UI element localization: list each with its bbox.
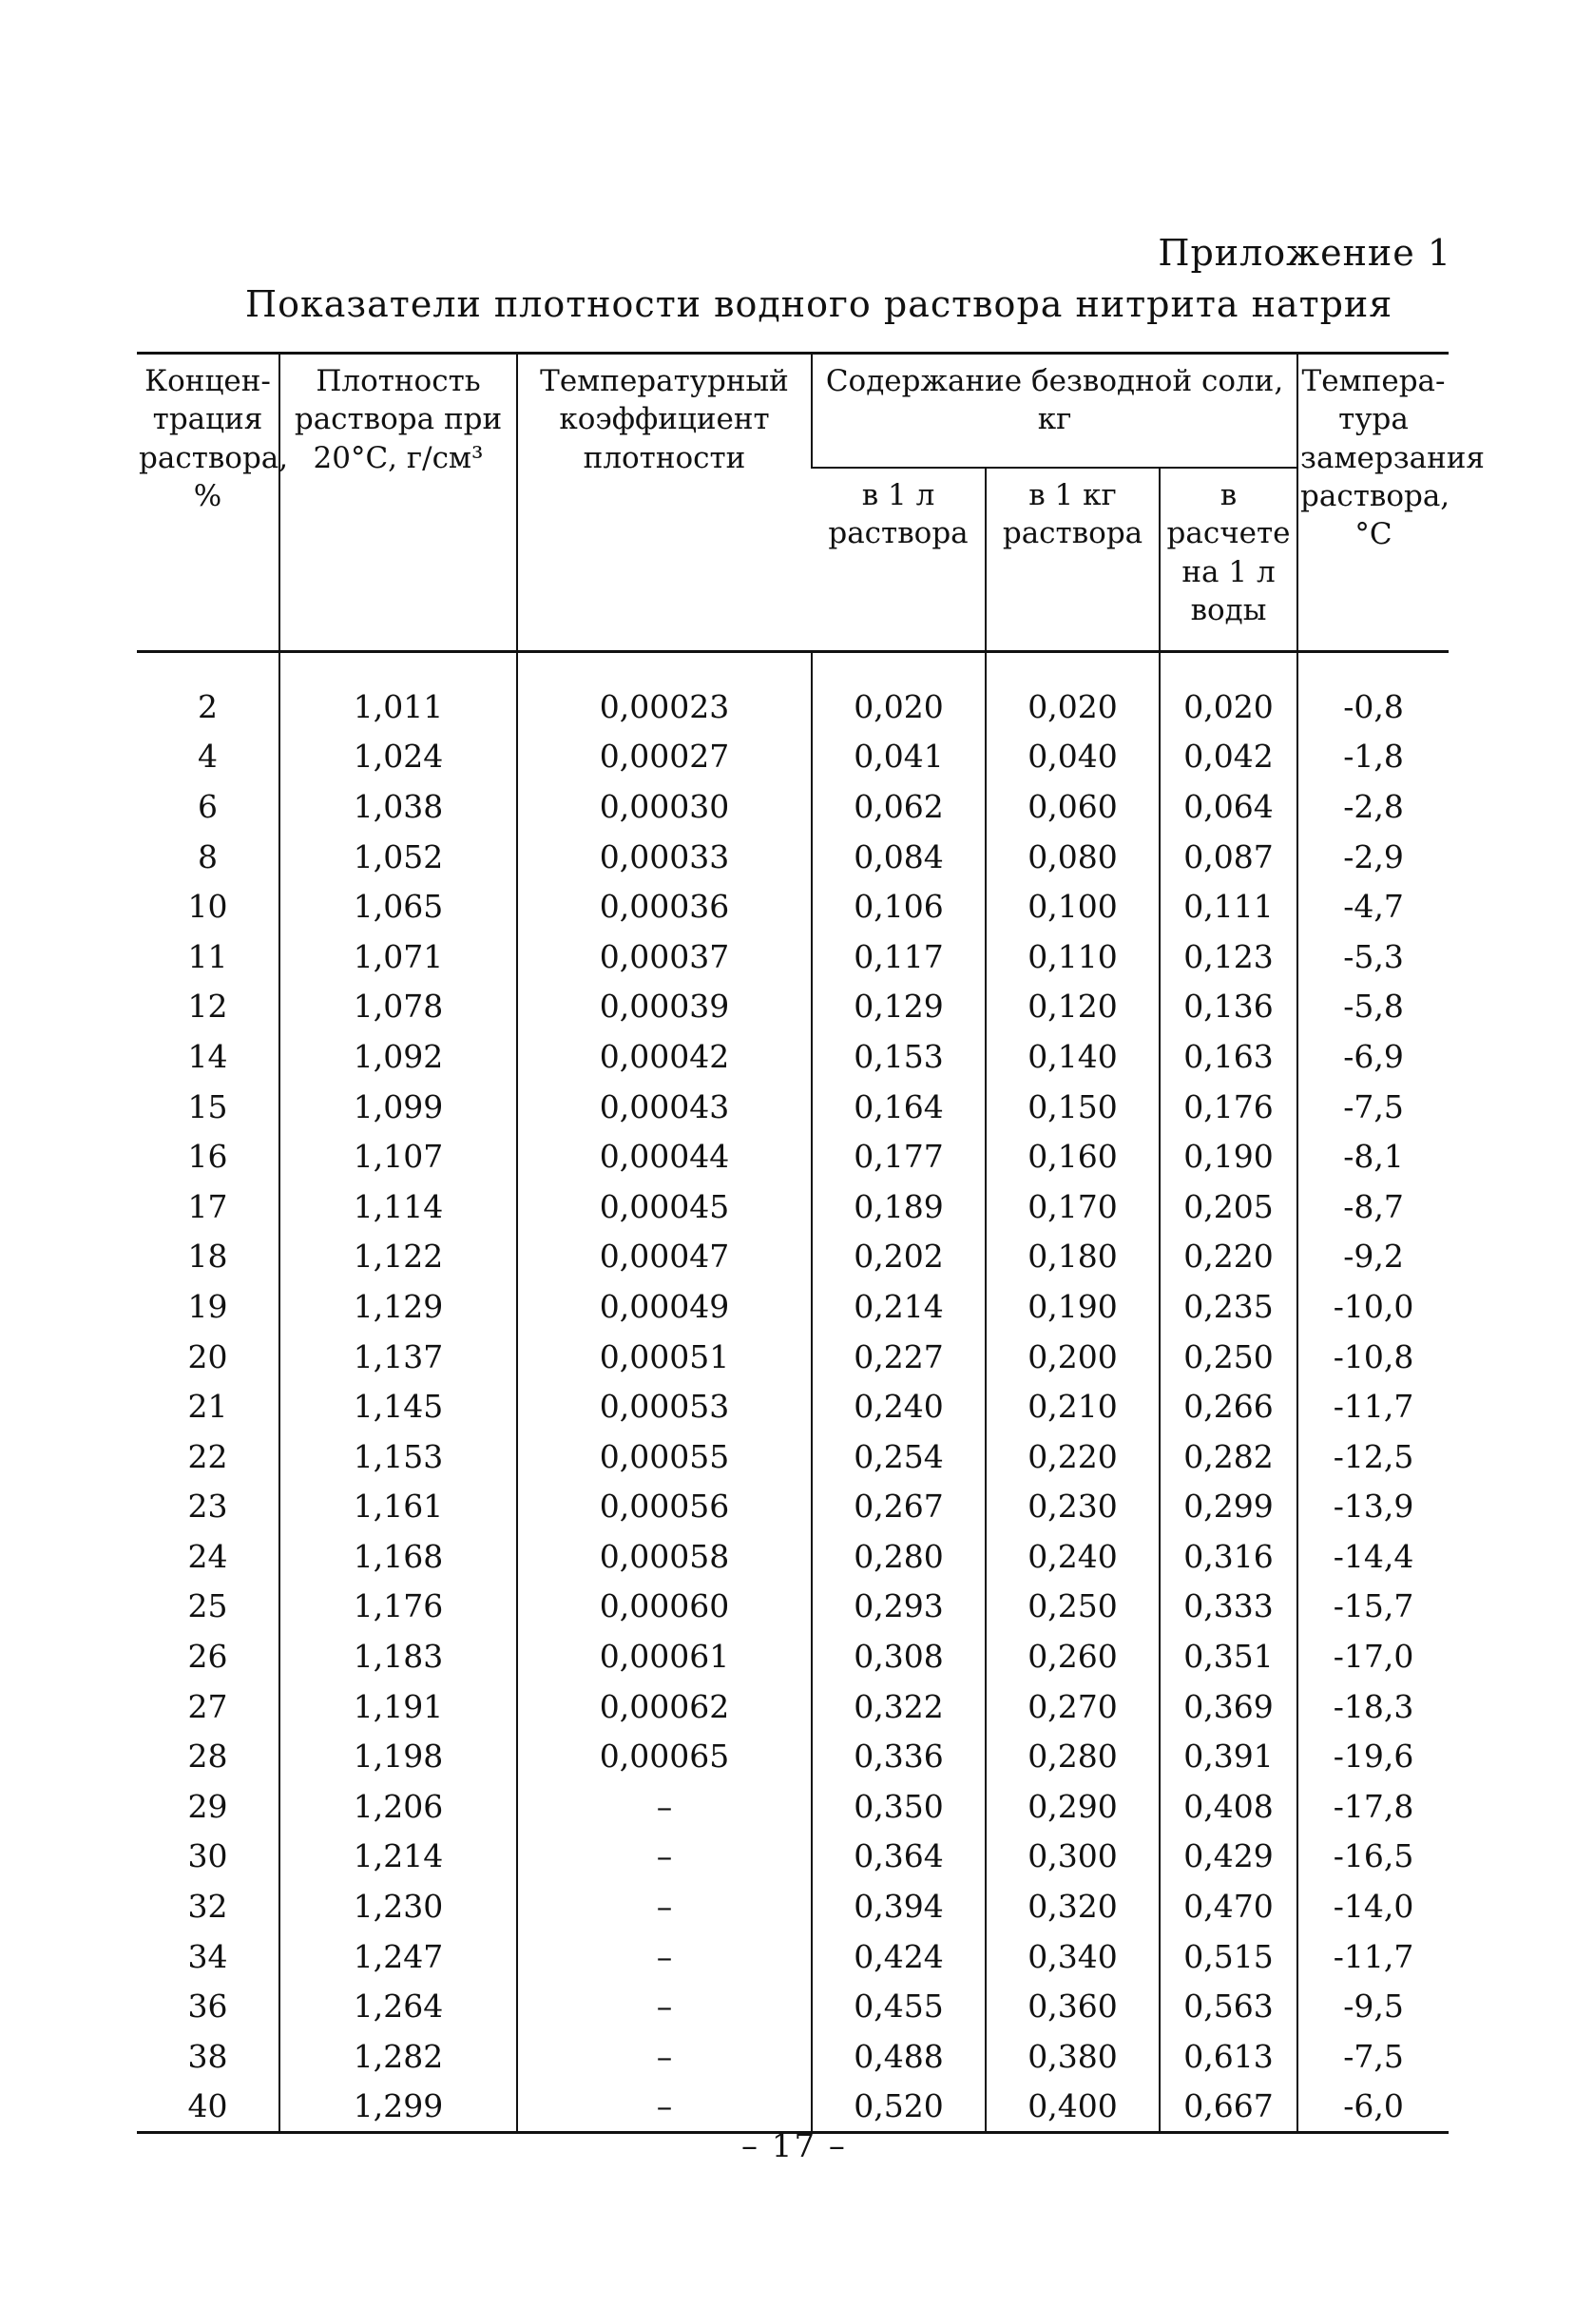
table-row (137, 881, 1449, 932)
cell-temp-coefficient: 0,00049 (517, 1281, 812, 1332)
cell-concentration: 22 (187, 1437, 228, 1475)
cell-per-1l-solution: 0,202 (812, 1232, 986, 1282)
cell-freezing-temp: -9,5 (1297, 1981, 1449, 2031)
cell-density: 1,038 (279, 781, 517, 832)
cell-concentration: 8 (198, 837, 218, 875)
header-concentration: Концен-трация раствора, % (137, 354, 279, 652)
table-row (137, 1431, 1449, 1482)
cell-concentration: 26 (187, 1638, 228, 1676)
cell-per-1l-water: 0,369 (1160, 1681, 1297, 1732)
cell-per-1kg-solution: 0,140 (986, 1031, 1160, 1082)
table-row (137, 1731, 1449, 1781)
cell-concentration: 34 (187, 1937, 228, 1975)
cell-concentration: 15 (187, 1087, 228, 1125)
cell-temp-coefficient: 0,00023 (517, 652, 812, 732)
cell-concentration: 2 (198, 687, 218, 725)
header-temp-coefficient: Температурный коэффициент плотности (517, 354, 812, 652)
cell-per-1kg-solution: 0,170 (986, 1181, 1160, 1232)
page-number: – 17 – (741, 2127, 847, 2165)
cell-per-1l-water: 0,351 (1160, 1631, 1297, 1681)
cell-freezing-temp: -11,7 (1297, 1931, 1449, 1982)
cell-per-1l-water: 0,470 (1160, 1881, 1297, 1931)
cell-per-1kg-solution: 0,400 (986, 2082, 1160, 2133)
cell-per-1l-water: 0,220 (1160, 1232, 1297, 1282)
cell-temp-coefficient: 0,00051 (517, 1332, 812, 1382)
cell-per-1l-water: 0,299 (1160, 1482, 1297, 1532)
cell-density: 1,024 (279, 732, 517, 782)
cell-per-1l-water: 0,282 (1160, 1431, 1297, 1482)
table-row (137, 1881, 1449, 1931)
table-row (137, 1181, 1449, 1232)
cell-per-1l-solution: 0,129 (812, 982, 986, 1032)
cell-per-1l-water: 0,020 (1160, 652, 1297, 732)
cell-temp-coefficient: 0,00042 (517, 1031, 812, 1082)
cell-freezing-temp: -7,5 (1297, 1082, 1449, 1132)
cell-temp-coefficient: 0,00033 (517, 832, 812, 882)
cell-freezing-temp: -1,8 (1297, 732, 1449, 782)
cell-per-1kg-solution: 0,120 (986, 982, 1160, 1032)
cell-per-1l-water: 0,176 (1160, 1082, 1297, 1132)
cell-freezing-temp: -6,0 (1297, 2082, 1449, 2133)
cell-concentration: 20 (187, 1337, 228, 1375)
table-row (137, 1681, 1449, 1732)
cell-per-1l-solution: 0,164 (812, 1082, 986, 1132)
cell-per-1l-solution: 0,177 (812, 1131, 986, 1181)
cell-temp-coefficient: 0,00039 (517, 982, 812, 1032)
cell-temp-coefficient: – (517, 1881, 812, 1931)
cell-concentration: 27 (187, 1687, 228, 1725)
cell-density: 1,299 (279, 2082, 517, 2133)
cell-per-1l-solution: 0,322 (812, 1681, 986, 1732)
cell-per-1l-water: 0,235 (1160, 1281, 1297, 1332)
cell-per-1l-solution: 0,062 (812, 781, 986, 832)
table-row (137, 832, 1449, 882)
table-row (137, 1031, 1449, 1082)
cell-density: 1,114 (279, 1181, 517, 1232)
cell-concentration: 21 (187, 1388, 228, 1426)
cell-density: 1,122 (279, 1232, 517, 1282)
cell-per-1kg-solution: 0,200 (986, 1332, 1160, 1382)
cell-per-1kg-solution: 0,040 (986, 732, 1160, 782)
cell-temp-coefficient: 0,00055 (517, 1431, 812, 1482)
cell-freezing-temp: -10,8 (1297, 1332, 1449, 1382)
cell-freezing-temp: -6,9 (1297, 1031, 1449, 1082)
cell-per-1l-solution: 0,214 (812, 1281, 986, 1332)
cell-density: 1,052 (279, 832, 517, 882)
cell-per-1l-solution: 0,424 (812, 1931, 986, 1982)
cell-per-1l-solution: 0,254 (812, 1431, 986, 1482)
cell-temp-coefficient: – (517, 1781, 812, 1832)
cell-per-1kg-solution: 0,360 (986, 1981, 1160, 2031)
cell-per-1kg-solution: 0,380 (986, 2031, 1160, 2082)
cell-per-1l-water: 0,563 (1160, 1981, 1297, 2031)
table-row (137, 1931, 1449, 1982)
cell-density: 1,065 (279, 881, 517, 932)
cell-density: 1,176 (279, 1582, 517, 1632)
cell-per-1l-solution: 0,520 (812, 2082, 986, 2133)
cell-freezing-temp: -17,8 (1297, 1781, 1449, 1832)
cell-temp-coefficient: – (517, 2031, 812, 2082)
cell-temp-coefficient: 0,00065 (517, 1731, 812, 1781)
cell-per-1kg-solution: 0,020 (986, 652, 1160, 732)
cell-temp-coefficient: 0,00027 (517, 732, 812, 782)
cell-per-1l-solution: 0,227 (812, 1332, 986, 1382)
cell-freezing-temp: -12,5 (1297, 1431, 1449, 1482)
cell-temp-coefficient: – (517, 1981, 812, 2031)
header-per-1kg-solution: в 1 кг раствора (986, 468, 1160, 652)
cell-concentration: 10 (187, 888, 228, 926)
cell-per-1l-solution: 0,336 (812, 1731, 986, 1781)
cell-concentration: 25 (187, 1587, 228, 1625)
header-freezing-temp: Темпера-тура замерзания раствора, °С (1297, 354, 1449, 652)
cell-per-1l-water: 0,064 (1160, 781, 1297, 832)
cell-per-1kg-solution: 0,270 (986, 1681, 1160, 1732)
cell-per-1l-solution: 0,364 (812, 1832, 986, 1882)
appendix-label: Приложение 1 (1158, 232, 1451, 274)
cell-per-1l-water: 0,123 (1160, 932, 1297, 982)
cell-per-1l-water: 0,391 (1160, 1731, 1297, 1781)
cell-concentration: 4 (198, 738, 218, 776)
table-row (137, 1981, 1449, 2031)
cell-freezing-temp: -2,8 (1297, 781, 1449, 832)
cell-concentration: 17 (187, 1187, 228, 1225)
cell-per-1l-water: 0,042 (1160, 732, 1297, 782)
cell-temp-coefficient: – (517, 1832, 812, 1882)
table-row (137, 982, 1449, 1032)
cell-concentration: 38 (187, 2037, 228, 2075)
cell-per-1kg-solution: 0,240 (986, 1531, 1160, 1582)
table-row (137, 1482, 1449, 1532)
table-row (137, 2082, 1449, 2133)
cell-density: 1,282 (279, 2031, 517, 2082)
cell-concentration: 32 (187, 1888, 228, 1926)
table-row (137, 1332, 1449, 1382)
cell-concentration: 6 (198, 787, 218, 825)
cell-per-1kg-solution: 0,260 (986, 1631, 1160, 1681)
cell-temp-coefficient: 0,00053 (517, 1381, 812, 1431)
cell-per-1l-water: 0,250 (1160, 1332, 1297, 1382)
cell-per-1l-solution: 0,240 (812, 1381, 986, 1431)
table-row (137, 1131, 1449, 1181)
table-row (137, 1232, 1449, 1282)
cell-density: 1,092 (279, 1031, 517, 1082)
cell-per-1l-water: 0,087 (1160, 832, 1297, 882)
cell-freezing-temp: -8,1 (1297, 1131, 1449, 1181)
cell-per-1kg-solution: 0,300 (986, 1832, 1160, 1882)
cell-concentration: 14 (187, 1037, 228, 1075)
table-row (137, 1781, 1449, 1832)
cell-per-1l-solution: 0,267 (812, 1482, 986, 1532)
cell-temp-coefficient: 0,00047 (517, 1232, 812, 1282)
cell-per-1l-water: 0,333 (1160, 1582, 1297, 1632)
density-table (137, 352, 1485, 2134)
cell-temp-coefficient: – (517, 1931, 812, 1982)
cell-per-1l-water: 0,515 (1160, 1931, 1297, 1982)
cell-freezing-temp: -5,3 (1297, 932, 1449, 982)
cell-temp-coefficient: 0,00062 (517, 1681, 812, 1732)
cell-freezing-temp: -17,0 (1297, 1631, 1449, 1681)
cell-density: 1,153 (279, 1431, 517, 1482)
cell-freezing-temp: -10,0 (1297, 1281, 1449, 1332)
cell-temp-coefficient: 0,00044 (517, 1131, 812, 1181)
cell-per-1kg-solution: 0,320 (986, 1881, 1160, 1931)
table-body (137, 652, 1449, 2133)
cell-per-1l-solution: 0,455 (812, 1981, 986, 2031)
cell-freezing-temp: -7,5 (1297, 2031, 1449, 2082)
cell-freezing-temp: -19,6 (1297, 1731, 1449, 1781)
cell-per-1l-water: 0,667 (1160, 2082, 1297, 2133)
header-density: Плотность раствора при 20°С, г/см³ (279, 354, 517, 652)
cell-density: 1,264 (279, 1981, 517, 2031)
cell-per-1l-water: 0,316 (1160, 1531, 1297, 1582)
cell-concentration: 40 (137, 2082, 279, 2133)
cell-concentration: 12 (187, 988, 228, 1026)
cell-per-1l-water: 0,111 (1160, 881, 1297, 932)
cell-per-1l-solution: 0,041 (812, 732, 986, 782)
cell-per-1l-water: 0,190 (1160, 1131, 1297, 1181)
cell-per-1l-solution: 0,308 (812, 1631, 986, 1681)
cell-per-1kg-solution: 0,160 (986, 1131, 1160, 1181)
cell-per-1l-solution: 0,293 (812, 1582, 986, 1632)
cell-per-1kg-solution: 0,100 (986, 881, 1160, 932)
cell-per-1kg-solution: 0,290 (986, 1781, 1160, 1832)
table-row (137, 1381, 1449, 1431)
cell-per-1kg-solution: 0,340 (986, 1931, 1160, 1982)
cell-temp-coefficient: 0,00058 (517, 1531, 812, 1582)
cell-per-1l-solution: 0,106 (812, 881, 986, 932)
cell-concentration: 16 (187, 1138, 228, 1176)
cell-freezing-temp: -14,4 (1297, 1531, 1449, 1582)
cell-per-1kg-solution: 0,080 (986, 832, 1160, 882)
header-per-1l-solution: в 1 л раствора (812, 468, 986, 652)
cell-temp-coefficient: 0,00056 (517, 1482, 812, 1532)
cell-per-1kg-solution: 0,250 (986, 1582, 1160, 1632)
cell-freezing-temp: -16,5 (1297, 1832, 1449, 1882)
cell-per-1kg-solution: 0,060 (986, 781, 1160, 832)
table-row (137, 1631, 1449, 1681)
cell-density: 1,198 (279, 1731, 517, 1781)
cell-temp-coefficient: – (517, 2082, 812, 2133)
cell-density: 1,129 (279, 1281, 517, 1332)
cell-concentration: 36 (187, 1988, 228, 2026)
cell-freezing-temp: -4,7 (1297, 881, 1449, 932)
table-row (137, 1082, 1449, 1132)
table-row (137, 781, 1449, 832)
cell-concentration: 19 (187, 1287, 228, 1325)
cell-temp-coefficient: 0,00061 (517, 1631, 812, 1681)
cell-per-1l-water: 0,429 (1160, 1832, 1297, 1882)
cell-per-1kg-solution: 0,190 (986, 1281, 1160, 1332)
table-row (137, 1832, 1449, 1882)
cell-temp-coefficient: 0,00043 (517, 1082, 812, 1132)
cell-per-1l-water: 0,266 (1160, 1381, 1297, 1431)
cell-concentration: 28 (187, 1738, 228, 1776)
cell-concentration: 29 (187, 1787, 228, 1825)
cell-temp-coefficient: 0,00036 (517, 881, 812, 932)
cell-per-1l-solution: 0,084 (812, 832, 986, 882)
cell-freezing-temp: -18,3 (1297, 1681, 1449, 1732)
cell-per-1kg-solution: 0,180 (986, 1232, 1160, 1282)
cell-density: 1,107 (279, 1131, 517, 1181)
cell-per-1l-water: 0,163 (1160, 1031, 1297, 1082)
table-row (137, 2031, 1449, 2082)
cell-density: 1,011 (279, 652, 517, 732)
cell-freezing-temp: -2,9 (1297, 832, 1449, 882)
cell-freezing-temp: -14,0 (1297, 1881, 1449, 1931)
cell-per-1l-water: 0,205 (1160, 1181, 1297, 1232)
cell-per-1kg-solution: 0,230 (986, 1482, 1160, 1532)
cell-per-1kg-solution: 0,150 (986, 1082, 1160, 1132)
cell-density: 1,214 (279, 1832, 517, 1882)
cell-density: 1,071 (279, 932, 517, 982)
cell-freezing-temp: -13,9 (1297, 1482, 1449, 1532)
cell-per-1l-water: 0,136 (1160, 982, 1297, 1032)
table-row (137, 732, 1449, 782)
cell-per-1l-solution: 0,117 (812, 932, 986, 982)
table-row (137, 1582, 1449, 1632)
cell-freezing-temp: -5,8 (1297, 982, 1449, 1032)
table-row (137, 1531, 1449, 1582)
cell-density: 1,161 (279, 1482, 517, 1532)
header-salt-content: Содержание безводной соли, кг (812, 354, 1297, 469)
cell-per-1l-solution: 0,280 (812, 1531, 986, 1582)
cell-density: 1,206 (279, 1781, 517, 1832)
cell-density: 1,168 (279, 1531, 517, 1582)
cell-density: 1,099 (279, 1082, 517, 1132)
cell-density: 1,078 (279, 982, 517, 1032)
table-header (137, 354, 1485, 652)
cell-temp-coefficient: 0,00045 (517, 1181, 812, 1232)
table-row (137, 932, 1449, 982)
cell-density: 1,145 (279, 1381, 517, 1431)
cell-freezing-temp: -15,7 (1297, 1582, 1449, 1632)
header-per-1l-water: в расчете на 1 л воды (1160, 468, 1297, 652)
cell-freezing-temp: -9,2 (1297, 1232, 1449, 1282)
cell-per-1l-solution: 0,394 (812, 1881, 986, 1931)
cell-density: 1,191 (279, 1681, 517, 1732)
cell-per-1kg-solution: 0,210 (986, 1381, 1160, 1431)
cell-concentration: 18 (187, 1238, 228, 1276)
table-row (137, 1281, 1449, 1332)
cell-per-1l-solution: 0,488 (812, 2031, 986, 2082)
cell-per-1l-water: 0,613 (1160, 2031, 1297, 2082)
table-row (137, 652, 1449, 732)
cell-temp-coefficient: 0,00037 (517, 932, 812, 982)
cell-per-1kg-solution: 0,220 (986, 1431, 1160, 1482)
document-title: Показатели плотности водного раствора нитрита натрия (245, 283, 1393, 325)
cell-freezing-temp: -8,7 (1297, 1181, 1449, 1232)
cell-concentration: 24 (187, 1537, 228, 1575)
cell-density: 1,230 (279, 1881, 517, 1931)
cell-concentration: 23 (187, 1488, 228, 1526)
cell-concentration: 30 (187, 1837, 228, 1875)
cell-density: 1,247 (279, 1931, 517, 1982)
cell-per-1l-solution: 0,189 (812, 1181, 986, 1232)
cell-temp-coefficient: 0,00030 (517, 781, 812, 832)
cell-per-1l-solution: 0,020 (812, 652, 986, 732)
cell-per-1l-solution: 0,153 (812, 1031, 986, 1082)
cell-density: 1,183 (279, 1631, 517, 1681)
cell-per-1l-solution: 0,350 (812, 1781, 986, 1832)
cell-temp-coefficient: 0,00060 (517, 1582, 812, 1632)
cell-per-1kg-solution: 0,110 (986, 932, 1160, 982)
cell-freezing-temp: -11,7 (1297, 1381, 1449, 1431)
cell-concentration: 11 (187, 937, 228, 975)
cell-density: 1,137 (279, 1332, 517, 1382)
cell-per-1kg-solution: 0,280 (986, 1731, 1160, 1781)
cell-freezing-temp: -0,8 (1297, 652, 1449, 732)
cell-per-1l-water: 0,408 (1160, 1781, 1297, 1832)
